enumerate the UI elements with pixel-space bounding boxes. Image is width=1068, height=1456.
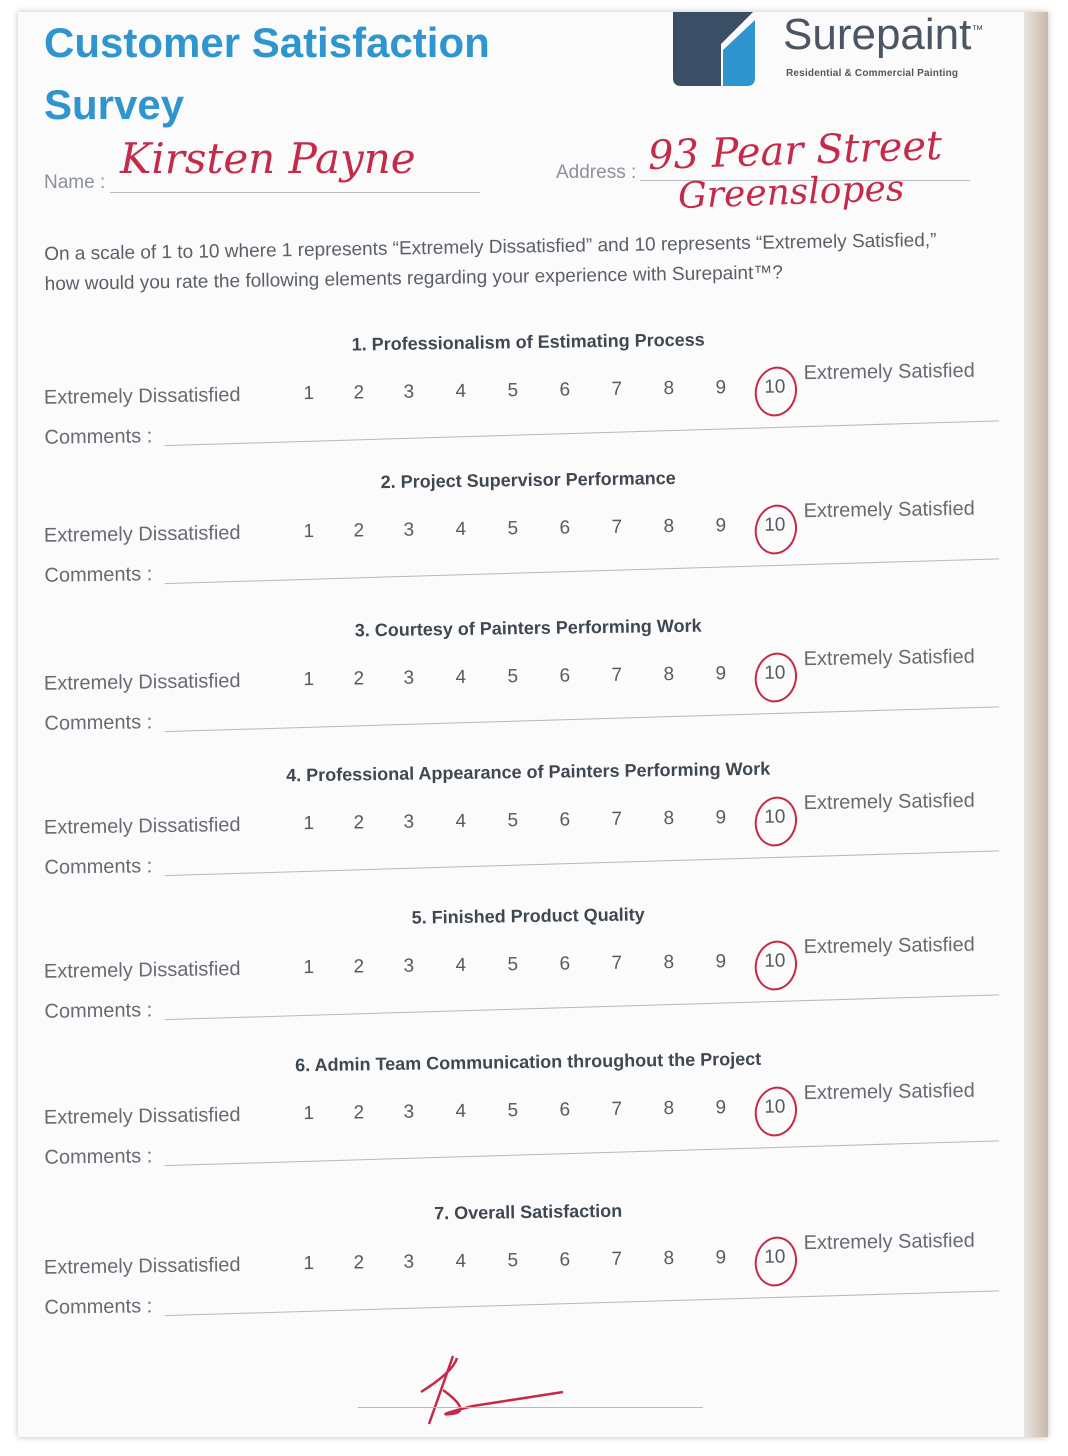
question-7 [43,1195,1015,1349]
rating-option-1[interactable]: 1 [303,813,315,835]
rating-option-3[interactable]: 3 [403,811,415,833]
comments-label: Comments : [44,1295,153,1319]
rating-option-3[interactable]: 3 [403,519,415,541]
address-label: Address : [556,162,637,183]
rating-option-2[interactable]: 2 [353,520,365,542]
scale-high-label: Extremely Satisfied [803,645,975,671]
rating-option-8[interactable]: 8 [663,377,675,400]
rating-option-4[interactable]: 4 [455,1250,467,1273]
selected-rating-circle [750,937,801,994]
scale-low-label: Extremely Dissatisfied [43,1104,241,1129]
logo-mark-icon [673,12,759,86]
rating-option-7[interactable]: 7 [611,664,623,686]
comments-label: Comments : [44,711,153,735]
name-label: Name : [44,172,106,193]
rating-option-3[interactable]: 3 [403,1251,415,1273]
brand-name: Surepaint™ [783,12,984,59]
rating-option-1[interactable]: 1 [303,383,315,405]
rating-option-7[interactable]: 7 [611,516,623,538]
question-title: 6. Admin Team Communication throughout the Project [295,1048,762,1076]
rating-option-3[interactable]: 3 [403,1101,415,1123]
rating-option-9[interactable]: 9 [715,1247,727,1269]
question-4 [43,755,1015,909]
comments-label: Comments : [44,425,153,449]
selected-rating-circle [750,501,801,558]
scale-high-label: Extremely Satisfied [803,933,975,959]
question-5 [43,899,1015,1053]
rating-option-2[interactable]: 2 [353,812,365,834]
comments-label: Comments : [44,999,153,1023]
question-title: 4. Professional Appearance of Painters Performing Work [285,758,771,786]
rating-option-7[interactable]: 7 [611,808,623,830]
scale-high-label: Extremely Satisfied [803,359,975,385]
rating-scale [294,507,786,554]
address-handwritten-line2: Greenslopes [677,168,905,217]
rating-option-8[interactable]: 8 [663,1247,675,1270]
rating-option-5[interactable]: 5 [507,1100,519,1122]
rating-option-5[interactable]: 5 [507,954,519,976]
rating-option-2[interactable]: 2 [353,1102,365,1124]
rating-option-6[interactable]: 6 [559,379,571,401]
rating-option-9[interactable]: 9 [715,377,727,399]
rating-scale [294,1089,786,1136]
rating-option-10[interactable]: 10 [764,1246,786,1268]
rating-option-4[interactable]: 4 [455,380,467,403]
survey-sheet [18,12,1048,1437]
rating-option-5[interactable]: 5 [507,810,519,832]
signature [413,1352,583,1428]
rating-option-10[interactable]: 10 [764,806,786,828]
selected-rating-circle [750,649,801,706]
rating-option-6[interactable]: 6 [559,517,571,539]
rating-option-6[interactable]: 6 [559,665,571,687]
rating-option-10[interactable]: 10 [764,514,786,536]
rating-option-5[interactable]: 5 [507,518,519,540]
rating-scale [294,369,786,416]
rating-option-4[interactable]: 4 [455,810,467,833]
rating-option-8[interactable]: 8 [663,951,675,974]
rating-option-5[interactable]: 5 [507,1250,519,1272]
rating-option-1[interactable]: 1 [303,957,315,979]
rating-option-5[interactable]: 5 [507,380,519,402]
rating-option-4[interactable]: 4 [455,518,467,541]
comments-label: Comments : [44,855,153,879]
scale-high-label: Extremely Satisfied [803,1229,975,1255]
rating-option-8[interactable]: 8 [663,663,675,686]
rating-option-1[interactable]: 1 [303,669,315,691]
rating-scale [294,943,786,990]
comments-field[interactable] [165,1290,1000,1316]
rating-option-6[interactable]: 6 [559,809,571,831]
comments-field[interactable] [165,706,1000,732]
scale-low-label: Extremely Dissatisfied [43,522,241,547]
rating-option-6[interactable]: 6 [559,953,571,975]
question-title: 5. Finished Product Quality [411,904,645,928]
question-title: 1. Professionalism of Estimating Process [351,329,705,355]
selected-rating-circle [750,1233,801,1290]
selected-rating-circle [750,363,801,420]
question-1 [43,325,1015,479]
selected-rating-circle [750,793,801,850]
scale-low-label: Extremely Dissatisfied [43,1254,241,1279]
rating-option-8[interactable]: 8 [663,1097,675,1120]
name-handwritten: Kirsten Payne [120,134,416,183]
rating-option-1[interactable]: 1 [303,1103,315,1125]
comments-label: Comments : [44,1145,153,1169]
scale-high-label: Extremely Satisfied [803,1079,975,1105]
comments-field[interactable] [165,994,1000,1020]
paper-edge [1024,12,1048,1437]
rating-option-10[interactable]: 10 [764,662,786,684]
question-2 [43,463,1015,617]
rating-option-4[interactable]: 4 [455,666,467,689]
rating-scale [294,799,786,846]
rating-option-9[interactable]: 9 [715,951,727,973]
survey-title: Customer Satisfaction Survey [44,19,490,128]
instructions: On a scale of 1 to 10 where 1 represents “Extremely Dissatisfied” and 10 represents “Extremely Satisfied,” how would you rate the following elements regarding your experience with Surepaint™? [44,229,937,295]
question-title: 7. Overall Satisfaction [433,1200,623,1224]
signature-line [358,1407,703,1408]
rating-option-4[interactable]: 4 [455,954,467,977]
rating-option-10[interactable]: 10 [764,376,786,398]
rating-option-2[interactable]: 2 [353,382,365,404]
scale-high-label: Extremely Satisfied [803,497,975,523]
rating-option-7[interactable]: 7 [611,1248,623,1270]
rating-option-10[interactable]: 10 [764,950,786,972]
comments-field[interactable] [165,850,1000,876]
rating-option-6[interactable]: 6 [559,1249,571,1271]
scale-high-label: Extremely Satisfied [803,789,975,815]
rating-option-10[interactable]: 10 [764,1096,786,1118]
rating-option-8[interactable]: 8 [663,515,675,538]
rating-option-3[interactable]: 3 [403,667,415,689]
name-line [110,192,480,193]
rating-option-2[interactable]: 2 [353,956,365,978]
question-3 [43,611,1015,765]
rating-option-3[interactable]: 3 [403,381,415,403]
rating-option-7[interactable]: 7 [611,378,623,400]
rating-scale [294,655,786,702]
comments-label: Comments : [44,563,153,587]
scale-low-label: Extremely Dissatisfied [43,670,241,695]
rating-option-7[interactable]: 7 [611,952,623,974]
rating-option-2[interactable]: 2 [353,668,365,690]
rating-option-8[interactable]: 8 [663,807,675,830]
comments-field[interactable] [165,1140,1000,1166]
rating-option-2[interactable]: 2 [353,1252,365,1274]
rating-scale [294,1239,786,1286]
question-6 [43,1045,1015,1199]
surepaint-logo [673,12,1003,90]
comments-field[interactable] [165,558,1000,584]
rating-option-1[interactable]: 1 [303,1253,315,1275]
scale-low-label: Extremely Dissatisfied [43,814,241,839]
rating-option-6[interactable]: 6 [559,1099,571,1121]
rating-option-1[interactable]: 1 [303,521,315,543]
scale-low-label: Extremely Dissatisfied [43,384,241,409]
brand-tagline: Residential & Commercial Painting [786,68,959,79]
rating-option-4[interactable]: 4 [455,1100,467,1123]
rating-option-9[interactable]: 9 [715,807,727,829]
scale-low-label: Extremely Dissatisfied [43,958,241,983]
rating-option-9[interactable]: 9 [715,663,727,685]
rating-option-3[interactable]: 3 [403,955,415,977]
rating-option-5[interactable]: 5 [507,666,519,688]
selected-rating-circle [750,1083,801,1140]
rating-option-9[interactable]: 9 [715,515,727,537]
address-handwritten-line1: 93 Pear Street [647,122,943,180]
rating-option-7[interactable]: 7 [611,1098,623,1120]
question-title: 2. Project Supervisor Performance [380,467,676,493]
rating-option-9[interactable]: 9 [715,1097,727,1119]
question-title: 3. Courtesy of Painters Performing Work [354,615,702,641]
comments-field[interactable] [165,420,1000,446]
